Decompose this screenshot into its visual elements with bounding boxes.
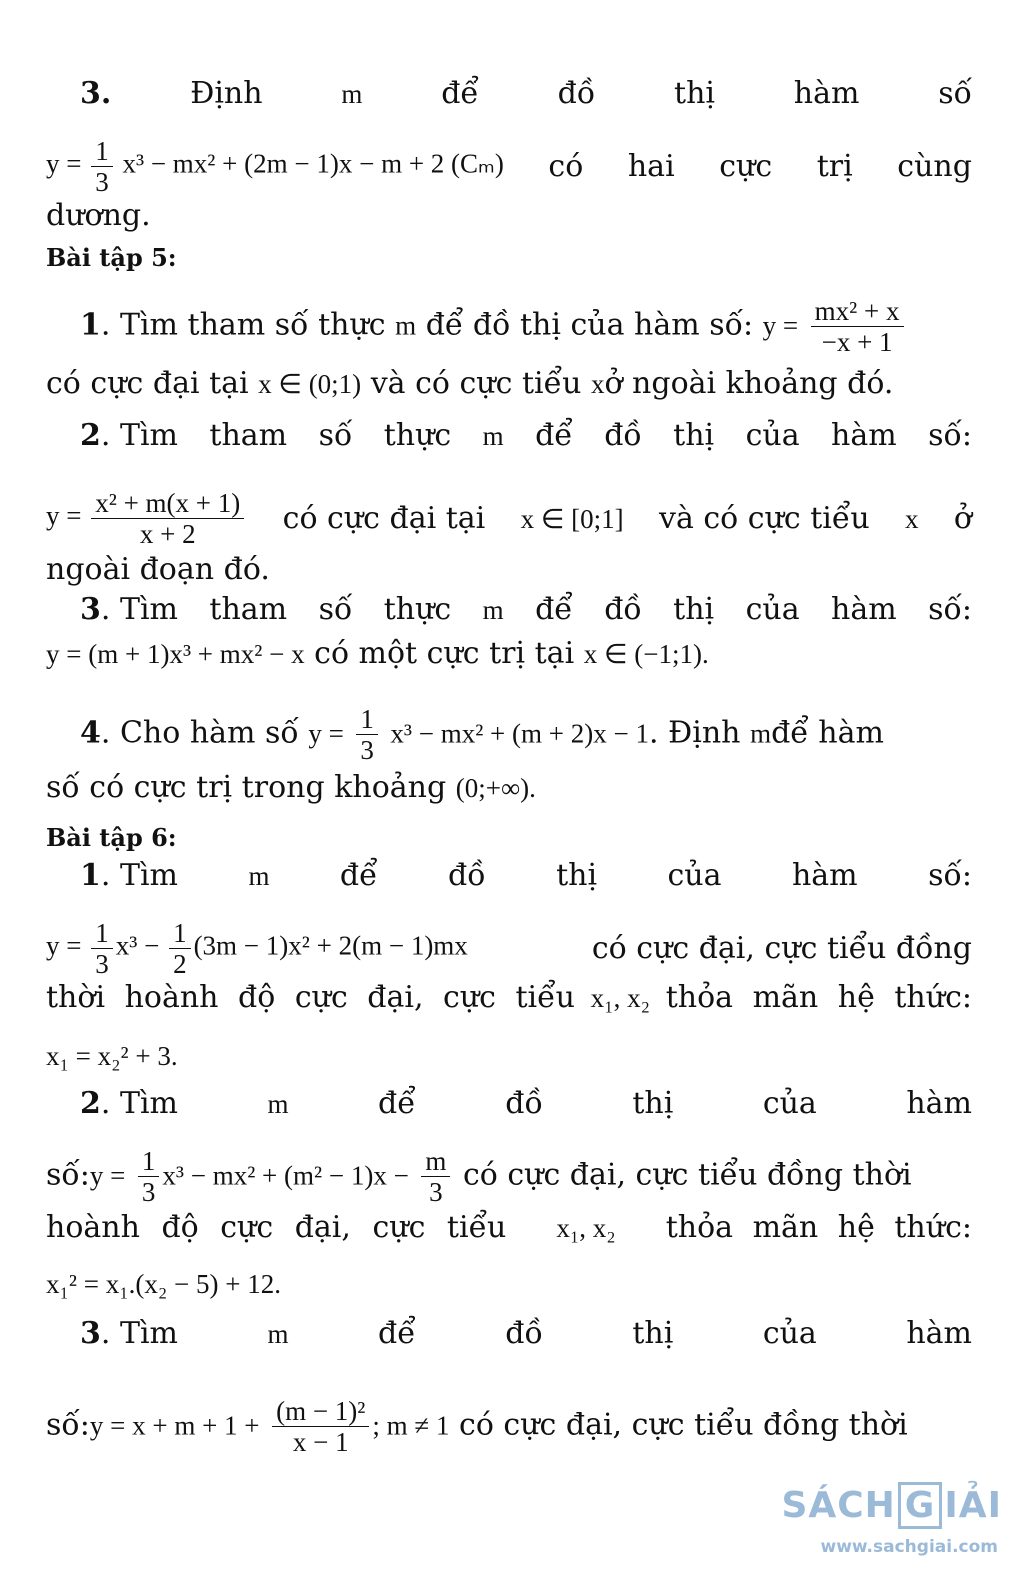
formula-line xyxy=(46,1146,972,1207)
formula-part: y = x + m + 1 + xyxy=(89,1410,260,1441)
logo-text: IẢI xyxy=(944,1485,1002,1526)
formula xyxy=(46,488,247,549)
formula-line xyxy=(46,918,972,979)
word: của xyxy=(762,1086,817,1121)
denominator: 3 xyxy=(141,1177,156,1207)
text: có cực đại, cực tiểu đồng thời xyxy=(459,1407,908,1443)
word: của xyxy=(745,418,800,453)
word: thị xyxy=(632,1316,674,1351)
formula: (0;+∞). xyxy=(455,773,536,803)
word: . Tìm xyxy=(100,418,178,453)
text: số: xyxy=(46,1157,90,1193)
word: để xyxy=(339,858,378,893)
formula-part: x³ − mx² + (2m − 1)x − m + 2 (Cₘ) xyxy=(122,148,504,179)
numerator: mx² + x xyxy=(811,296,904,327)
text-line xyxy=(80,74,972,114)
numerator: 1 xyxy=(169,918,191,949)
item-number: 3 xyxy=(80,592,101,627)
formula-part: y = xyxy=(308,718,344,749)
text-line xyxy=(80,416,972,456)
formula: x₁, x₂ xyxy=(590,983,650,1013)
fraction xyxy=(811,296,904,357)
logo-text: SÁCH xyxy=(781,1485,896,1526)
numerator: 1 xyxy=(138,1146,160,1177)
word: hàm xyxy=(831,418,897,453)
word: đồ xyxy=(448,858,486,893)
word: . Tìm xyxy=(100,858,178,893)
word: hàm xyxy=(791,858,858,893)
item-number: 3 xyxy=(80,1316,101,1351)
word: ở xyxy=(953,500,972,536)
item-number: 3. xyxy=(80,76,112,111)
formula: x ∈ (−1;1). xyxy=(583,639,709,669)
math-var: m xyxy=(395,310,417,341)
formula-line xyxy=(46,634,972,674)
word: để xyxy=(535,592,573,627)
text: thời hoành độ cực đại, cực tiểu xyxy=(46,980,575,1015)
fraction xyxy=(356,704,378,765)
text-line: dương. xyxy=(46,198,151,233)
logo-letter-box: G xyxy=(898,1482,943,1529)
math-var: m xyxy=(267,1089,289,1119)
text: . Định xyxy=(648,715,741,751)
word: của xyxy=(667,858,722,893)
text: thỏa mãn hệ thức: xyxy=(665,980,972,1015)
text: có cực đại, cực tiểu đồng xyxy=(591,930,972,966)
formula-line xyxy=(46,1036,972,1076)
numerator: m xyxy=(421,1146,450,1177)
formula: x₁ = x₂² + 3. xyxy=(46,1041,178,1071)
word: thị xyxy=(673,418,715,453)
text: . Cho hàm số xyxy=(100,715,299,751)
numerator: (m − 1)² xyxy=(272,1396,369,1427)
word: thị xyxy=(632,1086,674,1121)
text-line xyxy=(80,296,972,357)
math-var: m xyxy=(341,79,363,109)
math-var: x xyxy=(905,503,919,534)
denominator: −x + 1 xyxy=(821,327,893,357)
section-heading: Bài tập 6: xyxy=(46,823,177,852)
math-var: m xyxy=(750,718,772,749)
text: và có cực tiểu xyxy=(659,500,870,536)
formula-line xyxy=(46,1396,972,1457)
formula-part: y = xyxy=(46,930,82,961)
text: thỏa mãn hệ thức: xyxy=(665,1210,972,1245)
denominator: 3 xyxy=(95,167,109,197)
word: thực xyxy=(383,418,452,453)
formula-line xyxy=(46,136,972,197)
text-line xyxy=(80,1084,972,1124)
word: đồ xyxy=(604,418,642,453)
word: trị xyxy=(816,148,853,184)
denominator: x − 1 xyxy=(292,1427,349,1457)
text: có cực đại tại xyxy=(46,366,249,401)
text: ở ngoài khoảng đó. xyxy=(604,366,894,401)
denominator: 3 xyxy=(429,1177,443,1207)
word: thị xyxy=(673,592,715,627)
text-line: ngoài đoạn đó. xyxy=(46,552,270,587)
text-line xyxy=(46,1208,972,1248)
word: thực xyxy=(383,592,452,627)
item-number: 2 xyxy=(80,1086,101,1121)
math-var: m xyxy=(248,861,270,891)
word: số: xyxy=(928,592,972,627)
word: Định xyxy=(190,76,263,111)
item-number: 2 xyxy=(80,418,101,453)
word: để xyxy=(535,418,573,453)
text: có một cực trị tại xyxy=(314,636,575,671)
numerator: 1 xyxy=(91,136,113,167)
text: số: xyxy=(46,1407,90,1443)
numerator: x² + m(x + 1) xyxy=(91,488,244,519)
text: có cực đại, cực tiểu đồng thời xyxy=(462,1157,912,1193)
text: để đồ thị của hàm số: xyxy=(425,307,754,343)
word: của xyxy=(762,1316,817,1351)
formula xyxy=(46,136,504,197)
formula-part: y = xyxy=(89,1160,126,1191)
fraction xyxy=(91,918,113,979)
formula-part: y = xyxy=(46,500,82,531)
text-line xyxy=(80,590,972,630)
text-line xyxy=(46,768,972,808)
word: . Tìm xyxy=(100,1086,178,1121)
formula-line xyxy=(46,1264,972,1304)
word: đồ xyxy=(557,76,596,111)
math-var: m xyxy=(267,1319,289,1349)
fraction xyxy=(421,1146,450,1207)
formula-part: ; m ≠ 1 xyxy=(372,1410,450,1441)
word: tham xyxy=(209,418,288,453)
numerator: 1 xyxy=(91,918,113,949)
denominator: 3 xyxy=(360,735,374,765)
word: tham xyxy=(209,592,288,627)
word: để xyxy=(378,1086,416,1121)
formula-part: y = xyxy=(762,310,799,341)
word: . Tìm xyxy=(100,1316,178,1351)
section-heading: Bài tập 5: xyxy=(46,243,177,272)
word: số xyxy=(318,418,353,453)
formula: x ∈ (0;1) xyxy=(258,369,362,399)
word: hàm xyxy=(831,592,897,627)
word: đồ xyxy=(505,1086,543,1121)
text: số có cực trị trong khoảng xyxy=(46,770,447,805)
word: . Tìm xyxy=(100,592,178,627)
word: số: xyxy=(928,858,972,893)
text: có cực đại tại xyxy=(282,500,486,536)
word: hàm xyxy=(793,76,860,111)
text: và có cực tiểu xyxy=(370,366,582,401)
fraction xyxy=(169,918,191,979)
logo-url: www.sachgiai.com xyxy=(820,1537,998,1557)
word: hàm xyxy=(906,1086,972,1121)
math-var: m xyxy=(482,421,504,451)
formula: x₁² = x₁.(x₂ − 5) + 12. xyxy=(46,1269,281,1299)
item-number: 1 xyxy=(80,307,101,343)
text: . Tìm tham số thực xyxy=(100,307,386,343)
fraction xyxy=(91,488,244,549)
text-line xyxy=(80,856,972,896)
word: thị xyxy=(556,858,598,893)
formula-part: x³ − mx² + (m + 2)x − 1 xyxy=(390,718,649,749)
formula-part: y = xyxy=(46,148,82,179)
text-line xyxy=(46,978,972,1018)
word: số: xyxy=(928,418,972,453)
text-line xyxy=(80,704,972,765)
word: số xyxy=(938,76,972,111)
text-line xyxy=(80,1314,972,1354)
formula-part: (3m − 1)x² + 2(m − 1)mx xyxy=(193,930,468,961)
formula xyxy=(46,918,468,979)
word: có xyxy=(548,148,584,184)
fraction xyxy=(138,1146,160,1207)
sachgiai-logo xyxy=(781,1482,1002,1529)
text-line xyxy=(46,364,972,404)
denominator: x + 2 xyxy=(139,519,196,549)
formula-part: x³ − mx² + (m² − 1)x − xyxy=(162,1160,409,1191)
denominator: 3 xyxy=(95,949,109,979)
text: để hàm xyxy=(771,715,884,751)
fraction xyxy=(272,1396,369,1457)
formula: x ∈ [0;1] xyxy=(520,503,624,534)
item-number: 4 xyxy=(80,715,101,751)
fraction xyxy=(91,136,113,197)
numerator: 1 xyxy=(356,704,378,735)
formula-part: x³ − xyxy=(115,930,160,961)
formula: y = (m + 1)x³ + mx² − x xyxy=(46,639,305,669)
word: để xyxy=(441,76,479,111)
denominator: 2 xyxy=(173,949,187,979)
math-var: m xyxy=(482,595,504,625)
word: cùng xyxy=(897,148,972,184)
word: để xyxy=(378,1316,416,1351)
word: đồ xyxy=(604,592,642,627)
formula: x₁, x₂ xyxy=(556,1213,616,1243)
word: hàm xyxy=(906,1316,972,1351)
formula-line xyxy=(46,488,972,549)
text: hoành độ cực đại, cực tiểu xyxy=(46,1210,507,1245)
word: hai xyxy=(627,148,675,184)
word: thị xyxy=(674,76,715,111)
word: cực xyxy=(719,148,773,184)
word: số xyxy=(318,592,353,627)
word: của xyxy=(745,592,800,627)
item-number: 1 xyxy=(80,858,101,893)
word: đồ xyxy=(505,1316,543,1351)
math-var: x xyxy=(590,369,605,399)
